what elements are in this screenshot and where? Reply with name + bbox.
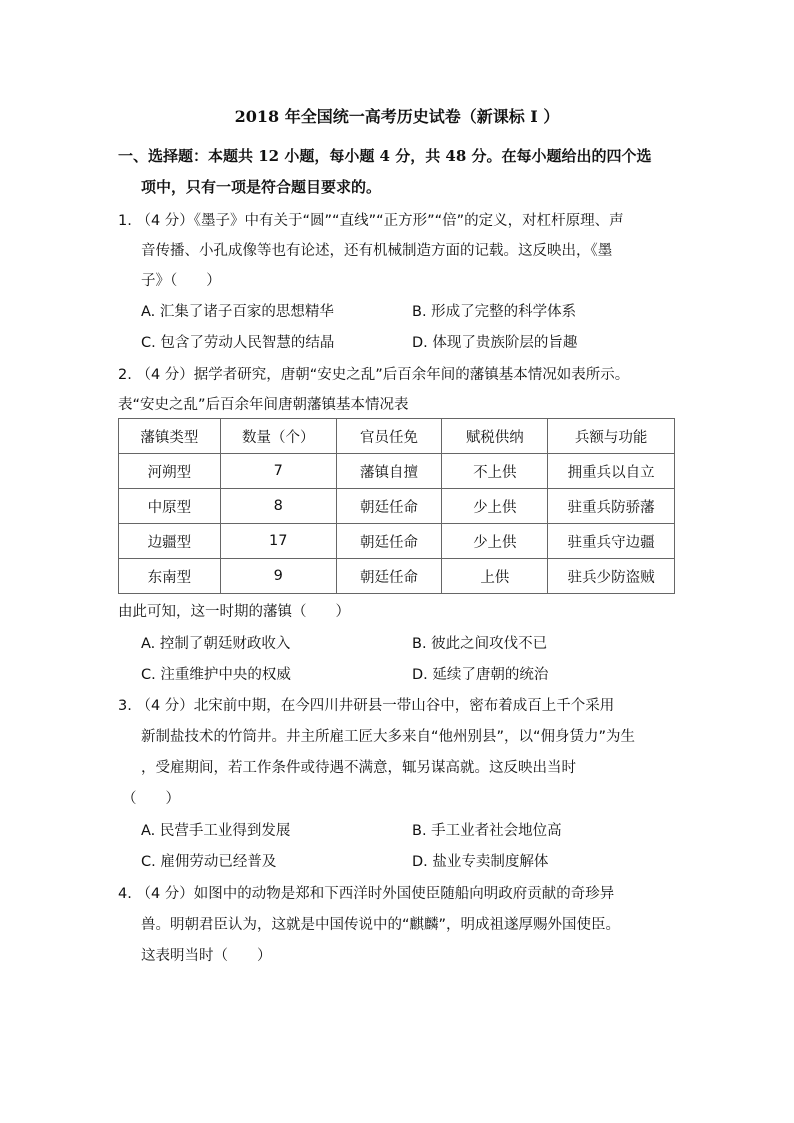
table-row: [119, 559, 675, 594]
table-cell: 不上供: [442, 454, 548, 489]
q4-line1: 4. （4 分）如图中的动物是郑和下西洋时外国使臣随船向明政府贡献的奇珍异: [118, 886, 615, 902]
q1-option-a: A. 汇集了诸子百家的思想精华: [141, 304, 334, 320]
table-cell: 拥重兵以自立: [548, 454, 675, 489]
q2-option-d: D. 延续了唐朝的统治: [412, 667, 549, 683]
table-cell: 8: [220, 489, 336, 524]
table-cell: 少上供: [442, 524, 548, 559]
q3-option-d: D. 盐业专卖制度解体: [412, 854, 549, 870]
q3-option-a: A. 民营手工业得到发展: [141, 823, 291, 839]
table-cell: 上供: [442, 559, 548, 594]
section-heading-line2: 项中，只有一项是符合题目要求的。: [141, 178, 382, 196]
table-header-cell: 藩镇类型: [119, 419, 221, 454]
q4-line3: 这表明当时（ ）: [141, 948, 272, 964]
table-row: [119, 524, 675, 559]
q2-option-b: B. 彼此之间攻伐不已: [412, 636, 548, 652]
table-cell: 河朔型: [119, 454, 221, 489]
q1-line3: 子》（ ）: [141, 273, 221, 289]
q3-option-b: B. 手工业者社会地位高: [412, 823, 562, 839]
table-row: [119, 489, 675, 524]
table-cell: 朝廷任命: [336, 559, 442, 594]
table-header-cell: 赋税供纳: [442, 419, 548, 454]
q1-line2: 音传播、小孔成像等也有论述，还有机械制造方面的记载。这反映出，《墨: [141, 243, 613, 259]
table-row: [119, 454, 675, 489]
table-cell: 9: [220, 559, 336, 594]
q3-line3: ，受雇期间，若工作条件或待遇不满意，辄另谋高就。这反映出当时: [141, 760, 576, 776]
q2-line1: 2. （4 分）据学者研究，唐朝“安史之乱”后百余年间的藩镇基本情况如表所示。: [118, 367, 630, 383]
q2-option-a: A. 控制了朝廷财政收入: [141, 636, 291, 652]
page-title: 2018 年全国统一高考历史试卷（新课标 I ）: [234, 107, 560, 126]
q1-option-d: D. 体现了贵族阶层的旨趣: [412, 335, 578, 351]
q2-table-caption: 表“安史之乱”后百余年间唐朝藩镇基本情况表: [118, 397, 409, 413]
table-cell: 藩镇自擅: [336, 454, 442, 489]
table-header-cell: 兵额与功能: [548, 419, 675, 454]
table-header-row: [119, 419, 675, 454]
q2-option-c: C. 注重维护中央的权威: [141, 667, 291, 683]
section-heading-line1: 一、选择题：本题共 12 小题，每小题 4 分，共 48 分。在每小题给出的四个选: [118, 147, 652, 165]
q3-line2: 新制盐技术的竹筒井。井主所雇工匠大多来自“他州别县”，以“佣身赁力”为生: [141, 729, 636, 745]
q3-option-c: C. 雇佣劳动已经普及: [141, 854, 277, 870]
q3-line4: （ ）: [122, 791, 180, 807]
table-cell: 东南型: [119, 559, 221, 594]
q4-line2: 兽。明朝君臣认为，这就是中国传说中的“麒麟”，明成祖遂厚赐外国使臣。: [141, 917, 621, 933]
table-cell: 7: [220, 454, 336, 489]
q2-after-table: 由此可知，这一时期的藩镇（ ）: [118, 604, 350, 620]
table-cell: 驻兵少防盗贼: [548, 559, 675, 594]
table-cell: 朝廷任命: [336, 489, 442, 524]
q1-option-c: C. 包含了劳动人民智慧的结晶: [141, 335, 335, 351]
q3-line1: 3. （4 分）北宋前中期，在今四川井研县一带山谷中，密布着成百上千个采用: [118, 698, 615, 714]
q1-option-b: B. 形成了完整的科学体系: [412, 304, 577, 320]
q1-line1: 1. （4 分）《墨子》中有关于“圆”“直线”“正方形”“倍”的定义，对杠杆原理、声: [118, 213, 624, 229]
table-cell: 驻重兵守边疆: [548, 524, 675, 559]
table-header-cell: 数量（个）: [220, 419, 336, 454]
table-cell: 少上供: [442, 489, 548, 524]
table-cell: 驻重兵防骄藩: [548, 489, 675, 524]
table-cell: 17: [220, 524, 336, 559]
fanzhen-table: [118, 418, 675, 594]
table-cell: 边疆型: [119, 524, 221, 559]
table-cell: 中原型: [119, 489, 221, 524]
table-cell: 朝廷任命: [336, 524, 442, 559]
table-header-cell: 官员任免: [336, 419, 442, 454]
